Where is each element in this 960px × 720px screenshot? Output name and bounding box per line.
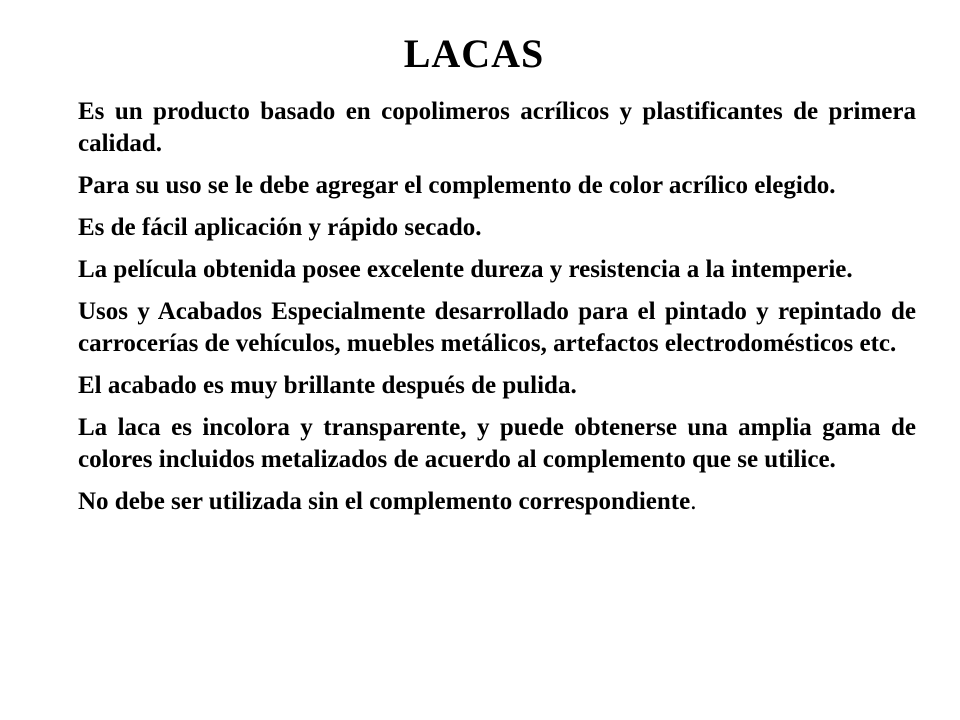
paragraph-usage: Para su uso se le debe agregar el complemento de color acrílico elegido.: [78, 172, 836, 199]
paragraph-warning: [78, 486, 916, 518]
paragraph-finish: El acabado es muy brillante después de pulida.: [78, 372, 577, 399]
slide-body: [78, 96, 916, 528]
paragraph-warning-text: No debe ser utilizada sin el complemento correspondiente: [78, 488, 691, 515]
paragraph-colors: La laca es incolora y transparente, y puede obtenerse una amplia gama de colores incluidos metalizados de acuerdo al complemento que se utilice.: [78, 414, 916, 473]
paragraph-warning-period: .: [690, 488, 697, 515]
slide-title: LACAS: [403, 31, 545, 76]
paragraph-description: Es un producto basado en copolimeros acrílicos y plastificantes de primera calidad.: [78, 98, 916, 157]
paragraph-uses-finishes: Usos y Acabados Especialmente desarrollado para el pintado y repintado de carrocerías de vehículos, muebles metálicos, artefactos electrodomésticos etc.: [78, 298, 916, 357]
paragraph-film: La película obtenida posee excelente dureza y resistencia a la intemperie.: [78, 256, 853, 283]
paragraph-application: Es de fácil aplicación y rápido secado.: [78, 214, 482, 241]
